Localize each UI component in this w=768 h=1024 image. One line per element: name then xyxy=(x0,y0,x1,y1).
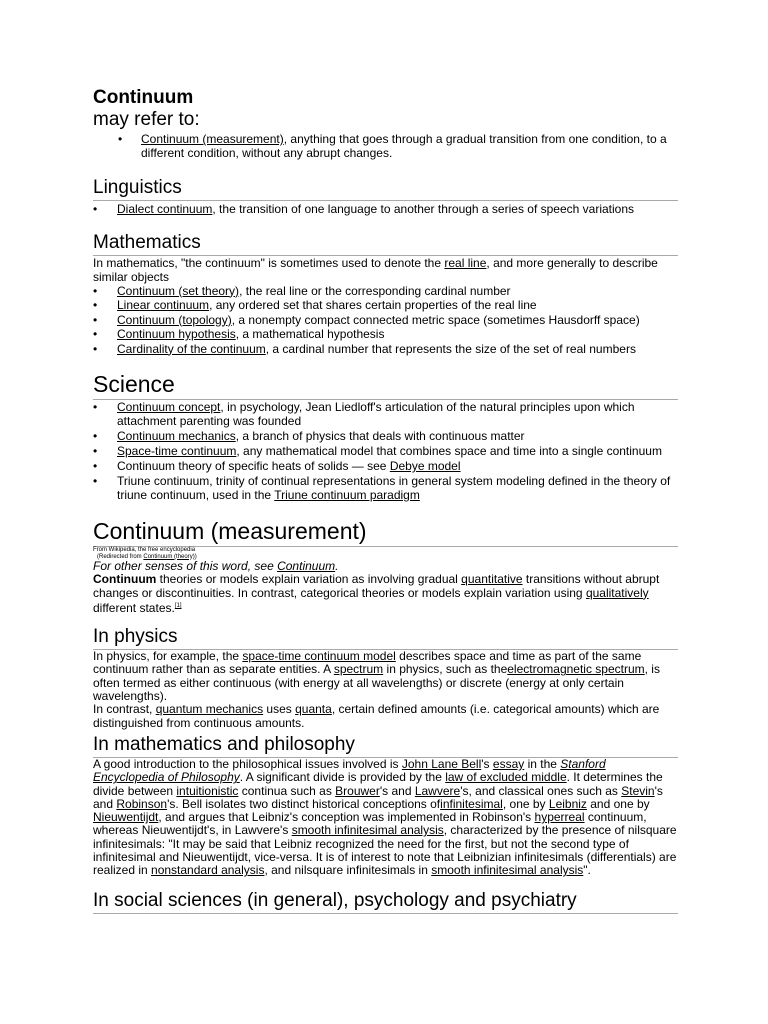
list-item: • Continuum concept, in psychology, Jean Liedloff's articulation of the natural principles upon which attachment parenting was founded xyxy=(117,400,678,428)
list-item: • Continuum (set theory), the real line or the corresponding cardinal number xyxy=(117,284,678,299)
link-nieuwentijdt[interactable]: Nieuwentijdt xyxy=(93,810,159,825)
list-item: • Linear continuum, any ordered set that shares certain properties of the real line xyxy=(117,298,678,313)
intro-list xyxy=(93,133,678,160)
list-item: • Continuum (topology), a nonempty compact connected metric space (sometimes Hausdorff space) xyxy=(117,313,678,328)
link-electromagnetic-spectrum[interactable]: electromagnetic spectrum xyxy=(507,662,645,677)
link-spectrum[interactable]: spectrum xyxy=(333,662,384,677)
link-hyperreal[interactable]: hyperreal xyxy=(534,810,585,825)
link-leibniz[interactable]: Leibniz xyxy=(548,796,587,811)
link-law-of-excluded-middle[interactable]: law of excluded middle xyxy=(445,770,567,785)
list-item: • Continuum mechanics, a branch of physics that deals with continuous matter xyxy=(117,429,678,443)
heading-in-physics: In physics xyxy=(93,626,678,650)
from-wikipedia-note: From Wikipedia, the free encyclopedia xyxy=(93,547,196,553)
heading-linguistics: Linguistics xyxy=(93,177,678,201)
link-essay[interactable]: essay xyxy=(492,756,525,771)
link-space-time-continuum[interactable]: Space-time continuum xyxy=(117,444,237,458)
list-item: • Continuum hypothesis, a mathematical hypothesis xyxy=(117,327,678,342)
link-continuum-set-theory[interactable]: Continuum (set theory) xyxy=(117,283,240,298)
link-quanta[interactable]: quanta xyxy=(295,702,332,717)
hatnote: For other senses of this word, see Continuum. xyxy=(93,559,339,573)
link-quantum-mechanics[interactable]: quantum mechanics xyxy=(155,702,264,717)
link-continuum-hypothesis[interactable]: Continuum hypothesis xyxy=(117,327,236,341)
link-intuitionistic[interactable]: intuitionistic xyxy=(176,783,239,798)
link-stevin[interactable]: Stevin xyxy=(621,783,655,798)
heading-mathematics-and-philosophy: In mathematics and philosophy xyxy=(93,734,678,758)
mathematics-list xyxy=(93,284,678,357)
link-smooth-infinitesimal-analysis-2[interactable]: smooth infinitesimal analysis xyxy=(431,863,584,878)
link-qualitatively[interactable]: qualitatively xyxy=(585,585,649,600)
list-item: • Space-time continuum, any mathematical model that combines space and time into a single continuum xyxy=(117,444,678,458)
science-list xyxy=(93,400,678,502)
link-smooth-infinitesimal-analysis[interactable]: smooth infinitesimal analysis xyxy=(291,823,444,838)
linguistics-list xyxy=(93,202,678,217)
link-cardinality-of-the-continuum[interactable]: Cardinality of the continuum xyxy=(117,341,266,356)
link-robinson[interactable]: Robinson xyxy=(116,796,168,811)
document-page xyxy=(93,86,678,914)
heading-social-sciences: In social sciences (in general), psychology and psychiatry xyxy=(93,890,678,914)
link-continuum-measurement[interactable]: Continuum (measurement) xyxy=(141,132,284,146)
citation-link[interactable]: [1] xyxy=(174,602,182,609)
list-item: • Continuum theory of specific heats of solids — see Debye model xyxy=(117,459,678,473)
link-linear-continuum[interactable]: Linear continuum xyxy=(117,298,210,312)
link-continuum-theory[interactable]: Continuum (theory) xyxy=(143,553,195,560)
list-item: • Continuum (measurement), anything that goes through a gradual transition from one condition, to a different condition, without any abrupt changes. xyxy=(141,133,678,160)
link-stanford-encyclopedia[interactable]: Stanford Encyclopedia of Philosophy xyxy=(93,756,606,785)
list-item: • Cardinality of the continuum, a cardinal number that represents the size of the set of real numbers xyxy=(117,342,678,357)
heading-mathematics: Mathematics xyxy=(93,232,678,256)
redirect-note: (Redirected from Continuum (theory)) xyxy=(97,553,197,560)
link-debye-model[interactable]: Debye model xyxy=(389,459,461,473)
heading-science: Science xyxy=(93,371,678,400)
link-lawvere[interactable]: Lawvere xyxy=(414,783,461,798)
link-continuum-mechanics[interactable]: Continuum mechanics xyxy=(117,429,236,443)
link-continuum[interactable]: Continuum xyxy=(277,559,336,573)
measurement-paragraph: Continuum theories or models explain variation as involving gradual quantitative transitions without abrupt changes or discontinuities. In contrast, categorical theories or models explain variation using qualitatively different states.[1] xyxy=(93,572,660,615)
link-nonstandard-analysis[interactable]: nonstandard analysis xyxy=(151,863,265,878)
link-space-time-continuum-model[interactable]: space-time continuum model xyxy=(242,649,396,664)
math-phil-paragraph: A good introduction to the philosophical issues involved is John Lane Bell's essay in the Stanford Encyclopedia of Philosophy. A significant divide is provided by the law of excluded middle. It determines the divide between intuitionistic continua such as Brouwer's and Lawvere's, and classical ones such as Stevin's and Robinson's. Bell isolates two distinct historical conceptions ofinfinitesimal, one by Leibniz and one by Nieuwentijdt, and argues that Leibniz's conception was implemented in Robinson's hyperreal continuum, whereas Nieuwentijdt's, in Lawvere's smooth infinitesimal analysis, characterized by the presence of nilsquare infinitesimals: "It may be said that Leibniz recognized the need for the first, but not the second type of infinitesimal and Nieuwentijdt, vice-versa. It is of interest to note that Leibnizian infinitesimals (differentials) are realized in nonstandard analysis, and nilsquare infinitesimals in smooth infinitesimal analysis". xyxy=(93,756,677,878)
link-quantitative[interactable]: quantitative xyxy=(461,572,523,587)
link-brouwer[interactable]: Brouwer xyxy=(335,783,380,798)
page-title: Continuum xyxy=(93,87,194,108)
link-triune-continuum-paradigm[interactable]: Triune continuum paradigm xyxy=(274,488,420,502)
may-refer-to: may refer to: xyxy=(93,109,200,130)
link-dialect-continuum[interactable]: Dialect continuum xyxy=(117,202,213,216)
link-infinitesimal[interactable]: infinitesimal xyxy=(440,796,503,811)
link-real-line[interactable]: real line xyxy=(444,255,487,270)
link-continuum-topology[interactable]: Continuum (topology) xyxy=(117,312,232,327)
list-item: • Triune continuum, trinity of continual representations in general system modeling defined in the theory of triune continuum, used in the Triune continuum paradigm xyxy=(117,474,678,502)
physics-paragraph-2: In contrast, quantum mechanics uses quanta, certain defined amounts (i.e. categorical amounts) which are distinguished from continuous amounts. xyxy=(93,702,660,730)
link-continuum-concept[interactable]: Continuum concept xyxy=(117,400,221,414)
mathematics-intro: In mathematics, "the continuum" is sometimes used to denote the real line, and more generally to describe similar objects xyxy=(93,255,658,284)
list-item: • Dialect continuum, the transition of one language to another through a series of speech variations xyxy=(117,202,678,217)
link-john-lane-bell[interactable]: John Lane Bell xyxy=(401,756,482,771)
heading-continuum-measurement: Continuum (measurement) xyxy=(93,518,678,547)
physics-paragraph-1: In physics, for example, the space-time continuum model describes space and time as part of the same continuum rather than as separate entities. A spectrum in physics, such as theelectromagnetic spectrum, is often termed as either continuous (with energy at all wavelengths) or discrete (energy at only certain wavelengths). xyxy=(93,649,660,704)
